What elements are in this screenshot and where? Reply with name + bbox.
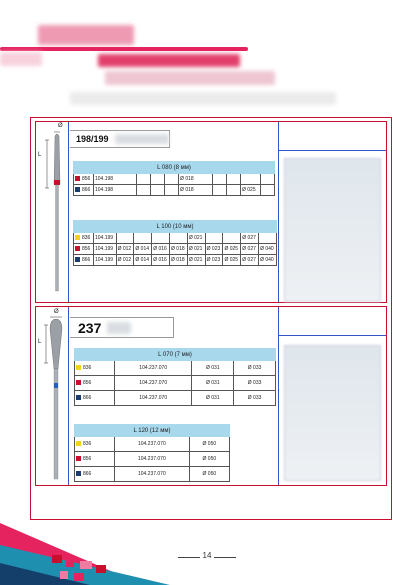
table-row: 836 104.237.070 Ø 031 Ø 033 [75,361,276,376]
bur-tapered-icon [36,122,69,304]
header-blur-bar-4 [105,71,275,85]
product-title: 237 [78,319,102,336]
title-blur [115,134,169,144]
grit-swatch-yellow [76,441,81,446]
spec-table-l080 [73,161,275,196]
table-row: 856 104.237.070 Ø 050 [75,452,230,467]
diameter-symbol: Ø [54,309,59,315]
footer-rule-right [214,557,236,558]
length-symbol: L [38,339,42,345]
spec-table-l100 [73,220,277,266]
table-row: 866 104.198 Ø 018 Ø 025 [74,185,275,196]
table-header: L 120 (12 мм) [75,425,230,437]
length-symbol: L [38,152,42,158]
info-column [278,122,386,302]
product-title-box [70,317,174,338]
table-row: 856 104.237.070 Ø 031 Ø 033 [75,376,276,391]
table-header: L 100 (10 мм) [74,221,277,233]
spec-table-l070 [74,348,276,406]
product-section-237 [35,306,387,486]
spec-table-l120 [74,424,230,482]
table-row: 866 104.237.070 Ø 050 [75,467,230,482]
grit-swatch-yellow [75,235,80,240]
table-row: 856 104.199 Ø 012 Ø 014 Ø 016 Ø 018 Ø 021 Ø 023 Ø 025 Ø 027 Ø 040 [74,244,277,255]
table-header: L 070 (7 мм) [75,349,276,361]
blurred-info-box [284,158,381,302]
header-blur-bar-2 [0,52,42,66]
grit-swatch-darkblue [76,395,81,400]
grit-swatch-red [75,176,80,181]
grit-swatch-red [76,456,81,461]
header-accent-stripe [0,47,248,51]
table-row: 836 104.237.070 Ø 050 [75,437,230,452]
header-blur-bar-1 [38,25,134,45]
header-blur-bar-3 [98,54,240,67]
table-row: 866 104.237.070 Ø 031 Ø 033 [75,391,276,406]
grit-swatch-darkblue [75,187,80,192]
info-column-header [279,122,386,151]
page-number: 14 [202,551,212,560]
grit-swatch-red [76,380,81,385]
blurred-info-box [284,345,381,481]
grit-swatch-red [75,246,80,251]
product-section-198-199 [35,121,387,303]
grit-swatch-yellow [76,365,81,370]
title-blur [107,322,131,334]
bur-illustration-column [36,122,69,302]
product-title-box [70,130,170,148]
header-blur-bar-5 [70,92,336,105]
table-row: 856 104.198 Ø 018 [74,174,275,185]
bur-pear-icon [36,307,69,487]
bur-illustration-column [36,307,69,485]
table-header: L 080 (8 мм) [74,162,275,174]
table-row: 836 104.199 Ø 021 Ø 027 [74,233,277,244]
grit-swatch-darkblue [75,257,80,262]
table-row: 866 104.199 Ø 012 Ø 014 Ø 016 Ø 018 Ø 021 Ø 023 Ø 025 Ø 027 Ø 040 [74,255,277,266]
diameter-symbol: Ø [58,123,63,129]
info-column-header [279,307,386,336]
product-title: 198/199 [76,134,109,144]
grit-swatch-darkblue [76,471,81,476]
info-column [278,307,386,485]
decorative-corner-graphic [0,515,180,585]
